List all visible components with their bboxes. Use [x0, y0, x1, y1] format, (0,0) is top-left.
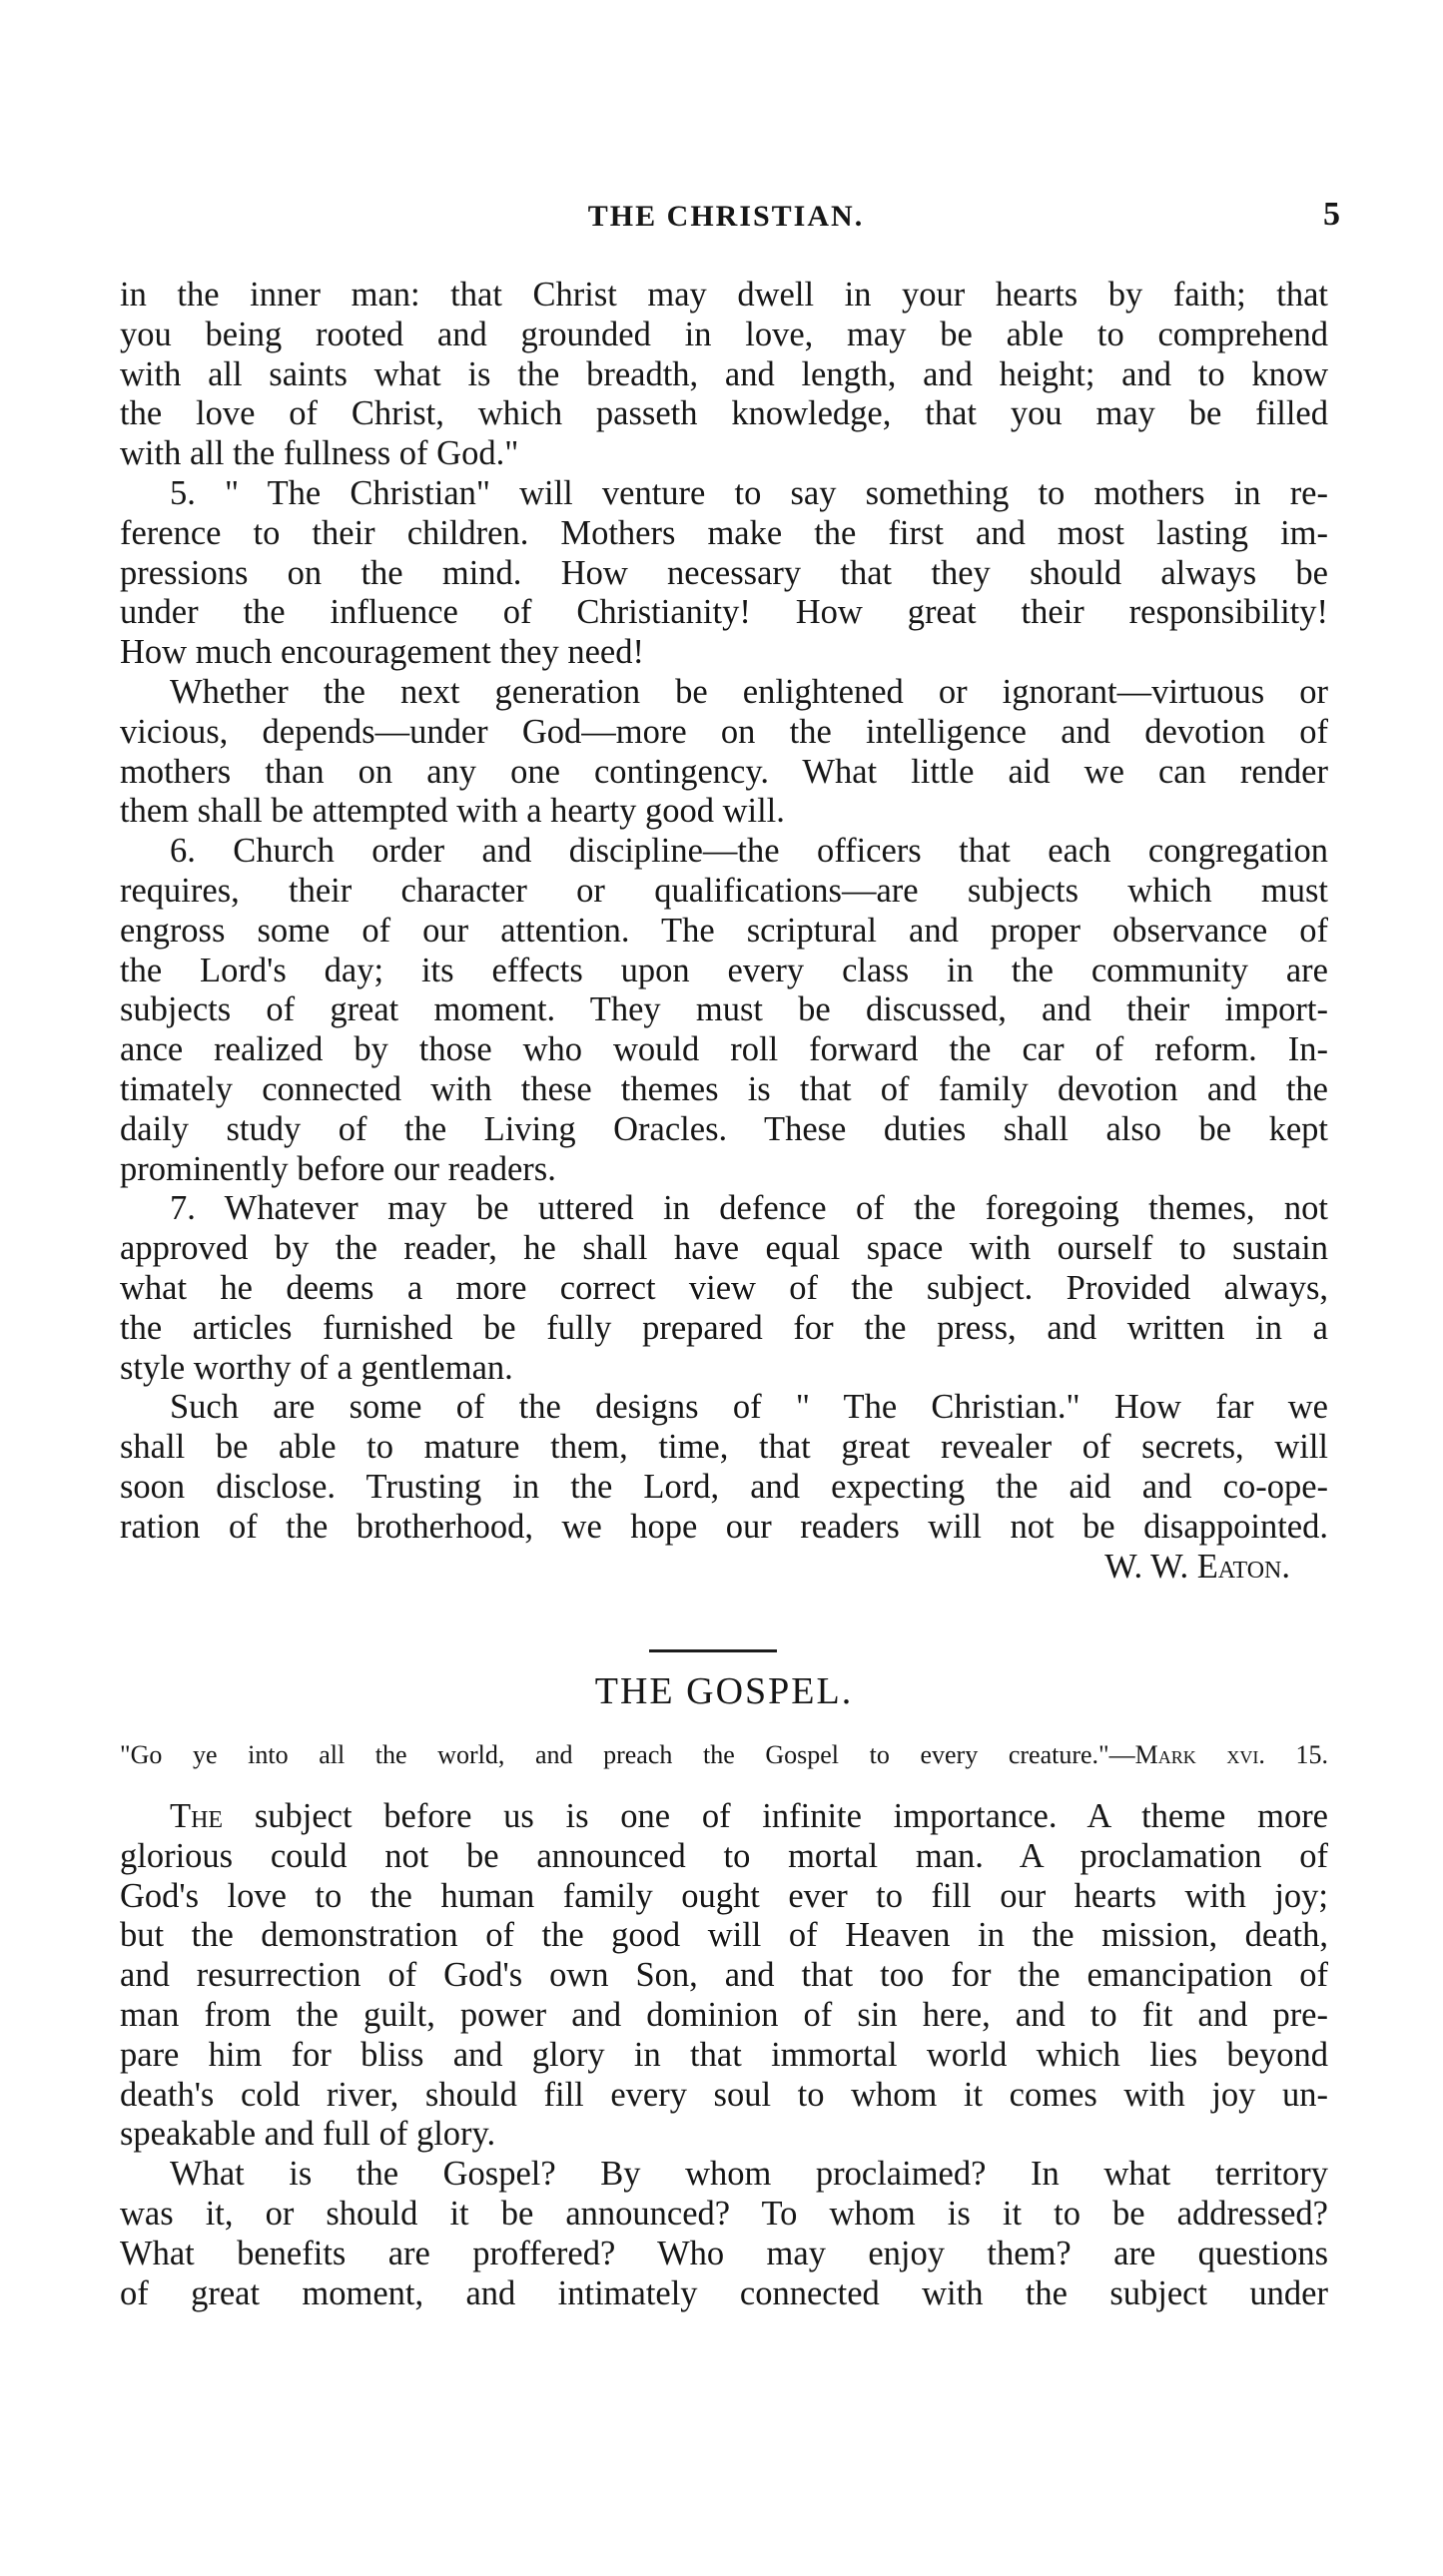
text-line: you being rooted and grounded in love, may be able to comprehend — [120, 315, 1328, 353]
text-line — [120, 1797, 1328, 1837]
text-line: what he deems a more correct view of the subject. Provided always, — [120, 1268, 1328, 1307]
text-line: daily study of the Living Oracles. These duties shall also be kept — [120, 1109, 1328, 1148]
section-divider — [649, 1649, 777, 1652]
text-line: What is the Gospel? By whom proclaimed? In what territory — [170, 2155, 1328, 2194]
text-line: Such are some of the designs of " The Christian." How far we — [170, 1388, 1328, 1427]
text-line: glorious could not be announced to mortal man. A proclamation of — [120, 1836, 1328, 1875]
text-line: How much encouragement they need! — [120, 633, 644, 672]
epigraph-citation: —Mark xvi. 15. — [1108, 1740, 1328, 1769]
text-line: ration of the brotherhood, we hope our readers will not be disappointed. — [120, 1507, 1328, 1546]
text-line: What benefits are proffered? Who may enjoy them? are questions — [120, 2234, 1328, 2272]
text-line: shall be able to mature them, time, that great revealer of secrets, will — [120, 1428, 1328, 1467]
text-line: ance realized by those who would roll forward the car of reform. In- — [120, 1030, 1328, 1069]
text-line: but the demonstration of the good will of Heaven in the mission, death, — [120, 1916, 1328, 1955]
text-line: them shall be attempted with a hearty good will. — [120, 792, 785, 831]
text-line: 5. " The Christian" will venture to say something to mothers in re- — [170, 473, 1328, 512]
epigraph-quote: "Go ye into all the world, and preach the Gospel to every creature." — [120, 1740, 1109, 1769]
text-line: under the influence of Christianity! How great their responsibility! — [120, 593, 1328, 632]
text-line: mothers than on any one contingency. What little aid we can render — [120, 752, 1328, 791]
text-line: the love of Christ, which passeth knowledge, that you may be filled — [120, 394, 1328, 433]
text-line: 6. Church order and discipline—the officers that each congregation — [170, 832, 1328, 871]
lead-word: The — [170, 1797, 224, 1835]
text-line: vicious, depends—under God—more on the intelligence and devotion of — [120, 712, 1328, 751]
text-line: style worthy of a gentleman. — [120, 1348, 513, 1387]
text-line: speakable and full of glory. — [120, 2115, 496, 2154]
page-number: 5 — [1323, 196, 1340, 233]
section-title: THE GOSPEL. — [594, 1670, 854, 1712]
text-line: 7. Whatever may be uttered in defence of the foregoing themes, not — [170, 1189, 1328, 1228]
text-line: man from the guilt, power and dominion of sin here, and to fit and pre- — [120, 1995, 1328, 2034]
text-line: prominently before our readers. — [120, 1149, 556, 1188]
text-line: and resurrection of God's own Son, and that too for the emancipation of — [120, 1956, 1328, 1995]
text-line: Whether the next generation be enlightened or ignorant—virtuous or — [170, 672, 1328, 711]
text-line: requires, their character or qualifications—are subjects which must — [120, 871, 1328, 910]
text-line: with all saints what is the breadth, and length, and height; and to know — [120, 354, 1328, 393]
text-line: with all the fullness of God." — [120, 434, 519, 473]
text-line: pressions on the mind. How necessary that they should always be — [120, 553, 1328, 592]
text-line: ference to their children. Mothers make the first and most lasting im- — [120, 513, 1328, 552]
text-line: death's cold river, should fill every soul to whom it comes with joy un- — [120, 2075, 1328, 2114]
text-line: the Lord's day; its effects upon every class in the community are — [120, 951, 1328, 989]
text-line: subjects of great moment. They must be discussed, and their import- — [120, 990, 1328, 1029]
author-signature: W. W. Eaton. — [1104, 1547, 1290, 1586]
text-line: was it, or should it be announced? To whom is it to be addressed? — [120, 2194, 1328, 2233]
text-line: pare him for bliss and glory in that immortal world which lies beyond — [120, 2035, 1328, 2074]
text-line: soon disclose. Trusting in the Lord, and expecting the aid and co-ope- — [120, 1467, 1328, 1506]
text-line: engross some of our attention. The scriptural and proper observance of — [120, 911, 1328, 950]
epigraph — [120, 1738, 1328, 1772]
text-line: the articles furnished be fully prepared for the press, and written in a — [120, 1308, 1328, 1347]
text-line: of great moment, and intimately connected with the subject under — [120, 2273, 1328, 2312]
running-head — [112, 196, 1340, 240]
article-body-continued — [120, 276, 1328, 1587]
running-title: THE CHRISTIAN. — [587, 200, 865, 233]
text-line-rest: subject before us is one of infinite importance. A theme more — [223, 1797, 1328, 1835]
gospel-body — [120, 1797, 1328, 2313]
text-line: God's love to the human family ought ever to fill our hearts with joy; — [120, 1876, 1328, 1915]
text-line: timately connected with these themes is that of family devotion and the — [120, 1069, 1328, 1108]
text-line: in the inner man: that Christ may dwell in your hearts by faith; that — [120, 276, 1328, 314]
text-line: approved by the reader, he shall have equal space with ourself to sustain — [120, 1229, 1328, 1268]
